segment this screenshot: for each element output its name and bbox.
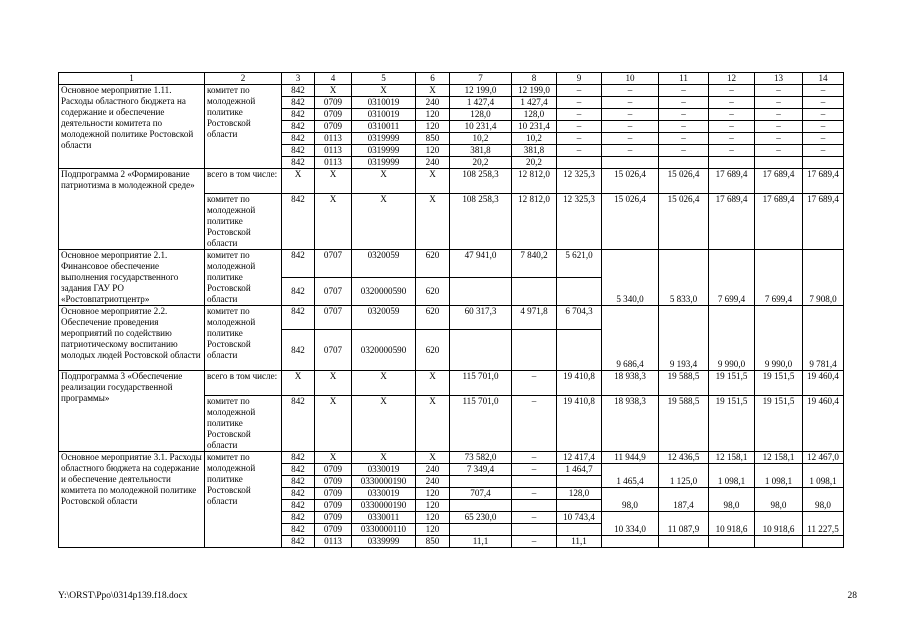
value-cell: –	[602, 145, 659, 157]
empty-cell	[755, 536, 803, 548]
value-cell: 842	[282, 536, 315, 548]
column-number-5: 5	[352, 73, 416, 85]
value-cell: X	[352, 452, 416, 464]
value-cell: 0709	[315, 476, 352, 488]
value-cell	[659, 157, 709, 169]
value-cell: 0310011	[352, 121, 416, 133]
table-row	[59, 306, 844, 330]
value-cell: 707,4	[450, 488, 512, 500]
value-cell: 98,0	[803, 488, 844, 512]
value-cell: –	[709, 85, 755, 97]
value-cell: 19 151,5	[755, 371, 803, 396]
value-cell: 0330019	[352, 488, 416, 500]
value-cell: 47 941,0	[450, 250, 512, 278]
value-cell: 0339999	[352, 536, 416, 548]
value-cell: –	[602, 97, 659, 109]
value-cell: –	[709, 97, 755, 109]
program-name: Основное мероприятие 1.11. Расходы областного бюджета на содержание и обеспечение деятельности комитета по молодежной политике Ростовской области	[59, 85, 205, 169]
value-cell: 10 743,4	[557, 512, 602, 524]
value-cell: –	[602, 121, 659, 133]
value-cell: –	[659, 121, 709, 133]
value-cell	[557, 157, 602, 169]
value-cell: 7 349,4	[450, 464, 512, 476]
value-cell: X	[416, 452, 450, 464]
executor-cell: всего в том числе:	[205, 371, 282, 396]
executor-cell: комитет по молодежной политике Ростовской области	[205, 250, 282, 306]
value-cell: 0709	[315, 121, 352, 133]
value-cell: 120	[416, 121, 450, 133]
table-row	[59, 169, 844, 194]
program-name: Подпрограмма 2 «Формирование патриотизма в молодежной среде»	[59, 169, 205, 250]
value-cell: –	[557, 85, 602, 97]
value-cell: 0709	[315, 500, 352, 512]
value-cell: 0330019	[352, 464, 416, 476]
value-cell: X	[352, 194, 416, 250]
value-cell: 6 704,3	[557, 306, 602, 330]
value-cell: X	[282, 371, 315, 396]
value-cell: X	[315, 452, 352, 464]
value-cell: –	[755, 121, 803, 133]
value-cell: –	[659, 133, 709, 145]
file-path: Y:\ORST\Ppo\0314p139.f18.docx	[58, 591, 188, 601]
value-cell	[803, 157, 844, 169]
value-cell: –	[557, 109, 602, 121]
value-cell: 0330000110	[352, 524, 416, 536]
value-cell: 850	[416, 133, 450, 145]
value-cell: 10,2	[512, 133, 557, 145]
value-cell: 73 582,0	[450, 452, 512, 464]
value-cell: –	[803, 133, 844, 145]
value-cell: 12 436,5	[659, 452, 709, 464]
value-cell: 1 427,4	[450, 97, 512, 109]
value-cell: 18 938,3	[602, 396, 659, 452]
value-cell: –	[659, 145, 709, 157]
column-number-6: 6	[416, 73, 450, 85]
value-cell: 842	[282, 452, 315, 464]
value-cell: 0113	[315, 145, 352, 157]
value-cell: 1 098,1	[803, 464, 844, 488]
value-cell: –	[709, 109, 755, 121]
value-cell: 0319999	[352, 145, 416, 157]
value-cell: 7 699,4	[755, 250, 803, 306]
value-cell: 19 410,8	[557, 396, 602, 452]
value-cell: –	[659, 109, 709, 121]
executor-cell: комитет по молодежной политике Ростовской области	[205, 306, 282, 371]
value-cell: –	[755, 145, 803, 157]
value-cell: 98,0	[709, 488, 755, 512]
value-cell: 240	[416, 476, 450, 488]
value-cell	[602, 157, 659, 169]
value-cell: 4 971,8	[512, 306, 557, 330]
value-cell: 19 460,4	[803, 371, 844, 396]
value-cell: 0113	[315, 536, 352, 548]
value-cell: 0709	[315, 512, 352, 524]
table-row	[59, 371, 844, 396]
value-cell: –	[512, 464, 557, 476]
value-cell: 842	[282, 278, 315, 306]
value-cell: 9 990,0	[755, 306, 803, 371]
value-cell: 1 464,7	[557, 464, 602, 476]
value-cell: 842	[282, 464, 315, 476]
value-cell: X	[352, 371, 416, 396]
value-cell: 11,1	[450, 536, 512, 548]
value-cell: 0320000590	[352, 330, 416, 371]
value-cell	[557, 278, 602, 306]
value-cell: 19 151,5	[709, 371, 755, 396]
value-cell: 842	[282, 476, 315, 488]
value-cell: 0709	[315, 524, 352, 536]
value-cell: –	[557, 97, 602, 109]
value-cell: 0709	[315, 109, 352, 121]
value-cell: 0707	[315, 306, 352, 330]
value-cell: –	[755, 133, 803, 145]
value-cell: –	[803, 97, 844, 109]
value-cell	[557, 500, 602, 512]
value-cell: –	[803, 85, 844, 97]
value-cell	[512, 476, 557, 488]
value-cell: 115 701,0	[450, 396, 512, 452]
value-cell: –	[709, 121, 755, 133]
value-cell: –	[659, 97, 709, 109]
column-number-4: 4	[315, 73, 352, 85]
value-cell: 240	[416, 157, 450, 169]
value-cell: 11,1	[557, 536, 602, 548]
value-cell: 12 325,3	[557, 194, 602, 250]
program-name: Подпрограмма 3 «Обеспечение реализации государственной программы»	[59, 371, 205, 452]
value-cell: 842	[282, 97, 315, 109]
value-cell: 842	[282, 524, 315, 536]
value-cell: 17 689,4	[709, 194, 755, 250]
value-cell: 128,0	[512, 109, 557, 121]
value-cell: 120	[416, 109, 450, 121]
value-cell	[450, 330, 512, 371]
column-number-13: 13	[755, 73, 803, 85]
value-cell: 128,0	[557, 488, 602, 500]
value-cell: 620	[416, 330, 450, 371]
value-cell: 17 689,4	[803, 194, 844, 250]
value-cell: 12 812,0	[512, 194, 557, 250]
column-number-2: 2	[205, 73, 282, 85]
value-cell: 120	[416, 512, 450, 524]
value-cell: 842	[282, 330, 315, 371]
value-cell: –	[512, 512, 557, 524]
value-cell: 0707	[315, 278, 352, 306]
value-cell: 120	[416, 500, 450, 512]
empty-cell	[602, 536, 659, 548]
value-cell: 5 621,0	[557, 250, 602, 278]
value-cell: 12 467,0	[803, 452, 844, 464]
value-cell: 19 151,5	[755, 396, 803, 452]
value-cell: 842	[282, 85, 315, 97]
value-cell: 240	[416, 464, 450, 476]
value-cell: 240	[416, 97, 450, 109]
value-cell: 842	[282, 396, 315, 452]
column-number-3: 3	[282, 73, 315, 85]
empty-cell	[709, 536, 755, 548]
executor-cell: комитет по молодежной политике Ростовской области	[205, 396, 282, 452]
value-cell	[450, 476, 512, 488]
value-cell: 842	[282, 133, 315, 145]
value-cell: 5 340,0	[602, 250, 659, 306]
value-cell: 842	[282, 512, 315, 524]
column-number-1: 1	[59, 73, 205, 85]
program-name: Основное мероприятие 2.2. Обеспечение проведения мероприятий по содействию патриотическому воспитанию молодых людей Ростовской области	[59, 306, 205, 371]
value-cell: 842	[282, 157, 315, 169]
value-cell: 842	[282, 109, 315, 121]
value-cell: X	[416, 371, 450, 396]
value-cell: 115 701,0	[450, 371, 512, 396]
column-number-12: 12	[709, 73, 755, 85]
executor-cell: комитет по молодежной политике Ростовской области	[205, 85, 282, 169]
value-cell: 98,0	[602, 488, 659, 512]
value-cell: 19 151,5	[709, 396, 755, 452]
value-cell: 842	[282, 488, 315, 500]
value-cell: X	[416, 194, 450, 250]
table-row	[59, 452, 844, 464]
value-cell: 98,0	[755, 488, 803, 512]
value-cell: 187,4	[659, 488, 709, 512]
value-cell	[512, 524, 557, 536]
value-cell: –	[709, 145, 755, 157]
value-cell: 0709	[315, 464, 352, 476]
empty-cell	[803, 536, 844, 548]
value-cell: X	[315, 371, 352, 396]
value-cell: 10 918,6	[709, 512, 755, 536]
column-number-8: 8	[512, 73, 557, 85]
value-cell: X	[315, 396, 352, 452]
value-cell: X	[315, 194, 352, 250]
value-cell: 1 098,1	[709, 464, 755, 488]
value-cell: X	[315, 169, 352, 194]
value-cell: –	[602, 133, 659, 145]
value-cell: 9 193,4	[659, 306, 709, 371]
value-cell: –	[602, 109, 659, 121]
value-cell	[709, 157, 755, 169]
value-cell: 15 026,4	[602, 169, 659, 194]
value-cell: 12 199,0	[512, 85, 557, 97]
value-cell: –	[512, 488, 557, 500]
value-cell: 1 125,0	[659, 464, 709, 488]
value-cell	[512, 500, 557, 512]
value-cell: 120	[416, 524, 450, 536]
value-cell: 12 158,1	[755, 452, 803, 464]
value-cell: 108 258,3	[450, 169, 512, 194]
value-cell	[450, 278, 512, 306]
value-cell: 10 231,4	[512, 121, 557, 133]
column-number-14: 14	[803, 73, 844, 85]
value-cell: 9 686,4	[602, 306, 659, 371]
value-cell: 7 840,2	[512, 250, 557, 278]
value-cell: –	[803, 121, 844, 133]
value-cell: 381,8	[450, 145, 512, 157]
value-cell: 0709	[315, 97, 352, 109]
value-cell: 20,2	[450, 157, 512, 169]
value-cell: 11 227,5	[803, 512, 844, 536]
value-cell: 18 938,3	[602, 371, 659, 396]
executor-cell: комитет по молодежной политике Ростовской области	[205, 452, 282, 548]
value-cell: 0330000190	[352, 500, 416, 512]
value-cell: 620	[416, 306, 450, 330]
value-cell: 17 689,4	[709, 169, 755, 194]
value-cell: 120	[416, 145, 450, 157]
value-cell	[557, 476, 602, 488]
value-cell: 65 230,0	[450, 512, 512, 524]
value-cell: 19 588,5	[659, 396, 709, 452]
value-cell: 11 944,9	[602, 452, 659, 464]
value-cell: 842	[282, 145, 315, 157]
value-cell: 108 258,3	[450, 194, 512, 250]
value-cell: 0330011	[352, 512, 416, 524]
value-cell: –	[512, 452, 557, 464]
table-row	[59, 250, 844, 278]
value-cell: 17 689,4	[755, 194, 803, 250]
value-cell: 20,2	[512, 157, 557, 169]
value-cell: X	[352, 396, 416, 452]
column-number-11: 11	[659, 73, 709, 85]
value-cell: X	[416, 396, 450, 452]
value-cell: 11 087,9	[659, 512, 709, 536]
page-number: 28	[847, 591, 857, 601]
value-cell: 19 588,5	[659, 371, 709, 396]
value-cell: –	[755, 97, 803, 109]
value-cell: 17 689,4	[755, 169, 803, 194]
value-cell: 0310019	[352, 109, 416, 121]
value-cell: 620	[416, 250, 450, 278]
value-cell: 12 199,0	[450, 85, 512, 97]
value-cell: –	[659, 85, 709, 97]
value-cell: 381,8	[512, 145, 557, 157]
column-number-10: 10	[602, 73, 659, 85]
value-cell: 9 781,4	[803, 306, 844, 371]
value-cell	[557, 524, 602, 536]
value-cell: 10,2	[450, 133, 512, 145]
value-cell: 620	[416, 278, 450, 306]
value-cell: 9 990,0	[709, 306, 755, 371]
budget-table	[58, 72, 844, 548]
value-cell: X	[282, 169, 315, 194]
value-cell: 0310019	[352, 97, 416, 109]
value-cell: 120	[416, 488, 450, 500]
value-cell: –	[602, 85, 659, 97]
value-cell: 12 417,4	[557, 452, 602, 464]
value-cell: –	[755, 85, 803, 97]
value-cell: 128,0	[450, 109, 512, 121]
value-cell: –	[557, 121, 602, 133]
value-cell: 15 026,4	[659, 169, 709, 194]
value-cell: 19 410,8	[557, 371, 602, 396]
value-cell: 0320000590	[352, 278, 416, 306]
executor-cell: всего в том числе:	[205, 169, 282, 194]
executor-cell: комитет по молодежной политике Ростовской области	[205, 194, 282, 250]
value-cell: 850	[416, 536, 450, 548]
value-cell: X	[352, 85, 416, 97]
value-cell: –	[512, 371, 557, 396]
value-cell: 0113	[315, 133, 352, 145]
value-cell: 12 325,3	[557, 169, 602, 194]
value-cell: 10 231,4	[450, 121, 512, 133]
value-cell: 842	[282, 500, 315, 512]
value-cell: 842	[282, 306, 315, 330]
value-cell	[557, 330, 602, 371]
value-cell: 15 026,4	[602, 194, 659, 250]
value-cell: 60 317,3	[450, 306, 512, 330]
value-cell: 7 699,4	[709, 250, 755, 306]
header-row	[59, 73, 844, 85]
value-cell: 842	[282, 250, 315, 278]
value-cell: 5 833,0	[659, 250, 709, 306]
value-cell: 19 460,4	[803, 396, 844, 452]
value-cell: 0320059	[352, 306, 416, 330]
value-cell: –	[803, 145, 844, 157]
column-number-9: 9	[557, 73, 602, 85]
value-cell: 1 098,1	[755, 464, 803, 488]
value-cell: 0320059	[352, 250, 416, 278]
value-cell: 0707	[315, 330, 352, 371]
value-cell	[755, 157, 803, 169]
table-row	[59, 85, 844, 97]
value-cell: 1 465,4	[602, 464, 659, 488]
value-cell	[512, 330, 557, 371]
value-cell: 842	[282, 121, 315, 133]
value-cell: –	[512, 536, 557, 548]
value-cell: –	[512, 396, 557, 452]
value-cell: 15 026,4	[659, 194, 709, 250]
value-cell: –	[803, 109, 844, 121]
value-cell: 10 334,0	[602, 512, 659, 536]
value-cell: X	[416, 169, 450, 194]
value-cell: 0113	[315, 157, 352, 169]
value-cell	[450, 500, 512, 512]
value-cell: 0330000190	[352, 476, 416, 488]
value-cell: 17 689,4	[803, 169, 844, 194]
value-cell: 12 158,1	[709, 452, 755, 464]
value-cell	[512, 278, 557, 306]
program-name: Основное мероприятие 2.1. Финансовое обеспечение выполнения государственного задания ГАУ РО «Ростовпатриотцентр»	[59, 250, 205, 306]
value-cell: –	[755, 109, 803, 121]
value-cell: 0709	[315, 488, 352, 500]
value-cell: –	[709, 133, 755, 145]
value-cell: –	[557, 133, 602, 145]
value-cell	[450, 524, 512, 536]
value-cell: 0319999	[352, 133, 416, 145]
value-cell: 1 427,4	[512, 97, 557, 109]
value-cell: –	[557, 145, 602, 157]
program-name: Основное мероприятие 3.1. Расходы областного бюджета на содержание и обеспечение деятельности комитета по молодежной политике Ростовской области	[59, 452, 205, 548]
value-cell: 0319999	[352, 157, 416, 169]
value-cell: 0707	[315, 250, 352, 278]
empty-cell	[659, 536, 709, 548]
value-cell: 10 918,6	[755, 512, 803, 536]
value-cell: 7 908,0	[803, 250, 844, 306]
value-cell: X	[315, 85, 352, 97]
value-cell: X	[352, 169, 416, 194]
value-cell: 12 812,0	[512, 169, 557, 194]
column-number-7: 7	[450, 73, 512, 85]
value-cell: X	[416, 85, 450, 97]
value-cell: 842	[282, 194, 315, 250]
